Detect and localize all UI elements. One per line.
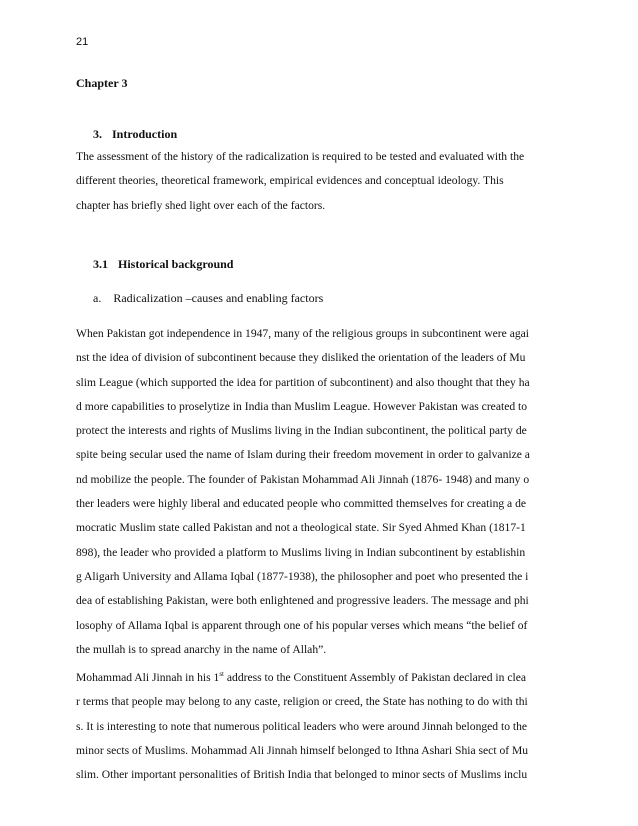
text-line: losophy of Allama Iqbal is apparent through one of his popular verses which means “the belief of [76,618,528,632]
text-line: minor sects of Muslims. Mohammad Ali Jinnah himself belonged to Ithna Ashari Shia sect of Mu [76,743,529,757]
section-title: Introduction [112,127,178,141]
subsection-heading-radicalization [93,291,323,306]
section-heading-historical-background [93,257,233,272]
text-line: protect the interests and rights of Muslims living in the Indian subcontinent, the political party de [76,424,527,438]
text-line: 898), the leader who provided a platform to Muslims living in Indian subcontinent by establishin [76,545,526,559]
text-fragment: Mohammad Ali Jinnah in his 1 [76,671,220,684]
body-paragraph-2 [76,666,564,787]
text-line: slim League (which supported the idea for partition of subcontinent) and also thought that they ha [76,375,530,389]
text-line: When Pakistan got independence in 1947, many of the religious groups in subcontinent were agai [76,327,530,340]
body-paragraph-1 [76,322,564,662]
text-line: ther leaders were highly liberal and educated people who committed themselves for creating a de [76,497,527,511]
subsection-letter: a. [93,291,102,305]
text-line: s. It is interesting to note that numerous political leaders who were around Jinnah belonged to the [76,719,528,733]
text-line: the mullah is to spread anarchy in the name of Allah”. [76,642,327,656]
subsection-title: Radicalization –causes and enabling factors [113,291,324,305]
text-line: d more capabilities to proselytize in India than Muslim League. However Pakistan was created to [76,399,528,413]
section-number: 3.1 [93,257,108,271]
text-line: chapter has briefly shed light over each of the factors. [76,198,326,212]
section-title: Historical background [118,257,234,271]
text-line [76,666,564,690]
introduction-paragraph [76,145,564,218]
text-line: The assessment of the history of the radicalization is required to be tested and evaluated with the [76,150,525,163]
text-line: different theories, theoretical framework, empirical evidences and conceptual ideology. This [76,174,504,188]
text-line: slim. Other important personalities of British India that belonged to minor sects of Muslims inclu [76,768,528,782]
page-number: 21 [76,36,89,48]
section-number: 3. [93,127,102,141]
text-line: g Aligarh University and Allama Iqbal (1877-1938), the philosopher and poet who presented the i [76,569,529,583]
text-line: mocratic Muslim state called Pakistan and not a theological state. Sir Syed Ahmed Khan (1817-1 [76,521,526,535]
text-line: spite being secular used the name of Islam during their freedom movement in order to galvanize a [76,448,530,462]
text-line: r terms that people may belong to any caste, religion or creed, the State has nothing to do with thi [76,695,528,709]
chapter-title: Chapter 3 [76,76,128,90]
text-line: nd mobilize the people. The founder of Pakistan Mohammad Ali Jinnah (1876- 1948) and many o [76,472,530,486]
section-heading-introduction [93,127,177,142]
text-line: nst the idea of division of subcontinent because they disliked the orientation of the leaders of Mu [76,351,526,365]
text-fragment: address to the Constituent Assembly of Pakistan declared in clea [223,671,526,684]
text-line: dea of establishing Pakistan, were both enlightened and progressive leaders. The message and phi [76,594,529,608]
ordinal-suffix: st [219,670,224,679]
